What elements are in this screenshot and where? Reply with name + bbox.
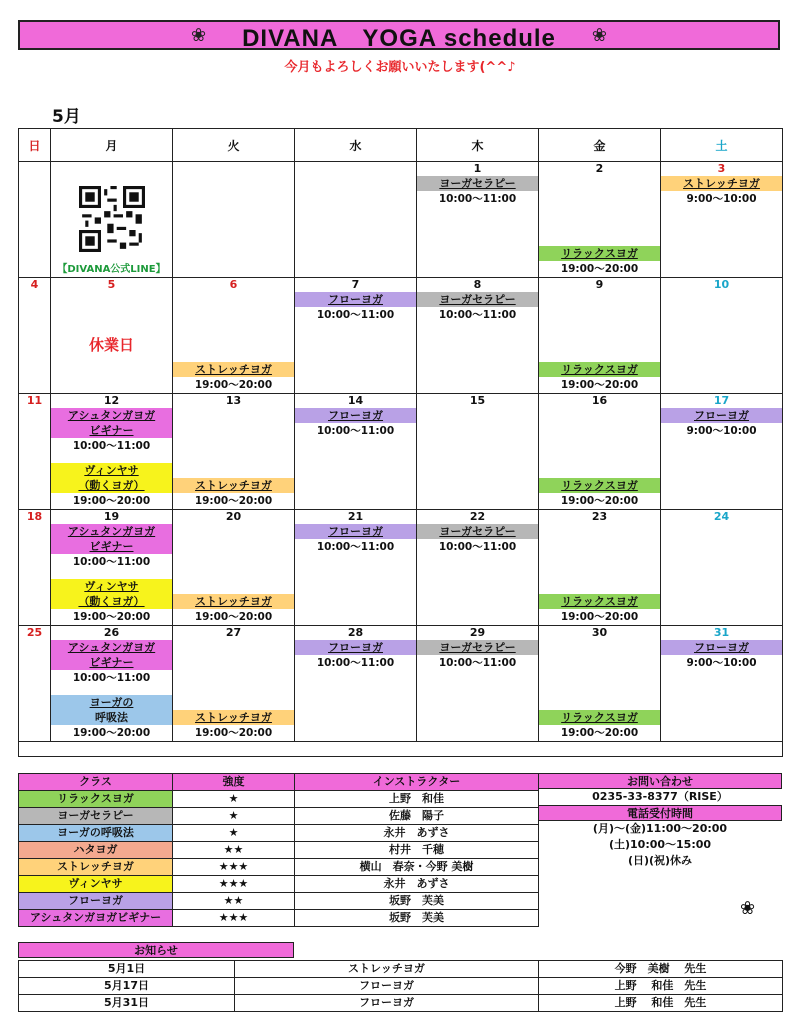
class-flow: フローヨガ — [295, 524, 416, 539]
legend-class: ヴィンヤサ — [19, 876, 173, 893]
hours-header: 電話受付時間 — [538, 805, 782, 821]
day-cell — [51, 408, 173, 510]
page-title: DIVANA YOGA schedule — [242, 24, 556, 52]
class-therapy: ヨーガセラピー — [417, 524, 538, 539]
day-number: 20 — [173, 510, 295, 525]
class-time: 10:00～11:00 — [438, 193, 517, 205]
class-flow: フローヨガ — [661, 640, 782, 655]
day-cell — [295, 408, 417, 510]
class-ashtanga: アシュタンガヨガ — [51, 524, 172, 539]
news-date: 5月1日 — [19, 961, 235, 978]
day-number: 22 — [417, 510, 539, 525]
legend-instructor: 永井 あずさ — [295, 876, 539, 893]
news-row — [19, 995, 783, 1012]
class-time: 19:00～20:00 — [194, 379, 273, 391]
subtitle: 今月もよろしくお願いいたします(^^♪ — [284, 60, 516, 75]
contact-panel — [538, 773, 782, 869]
day-number: 15 — [417, 394, 539, 409]
day-cell — [539, 292, 661, 394]
title-banner — [18, 20, 780, 50]
day-cell — [295, 176, 417, 278]
day-number: 1 — [417, 162, 539, 177]
month-label: 5月 — [52, 107, 81, 127]
legend-level: ★★★ — [173, 910, 295, 927]
spacer-row — [19, 742, 783, 757]
legend-level: ★ — [173, 791, 295, 808]
class-stretch: ストレッチヨガ — [173, 362, 294, 377]
day-number: 13 — [173, 394, 295, 409]
class-time: 10:00～11:00 — [316, 541, 395, 553]
day-cell — [539, 408, 661, 510]
day-cell — [51, 176, 173, 278]
class-therapy: ヨーガセラピー — [417, 292, 538, 307]
legend-instructor: 上野 和佳 — [295, 791, 539, 808]
day-number — [295, 162, 417, 177]
legend-header-level: 強度 — [173, 774, 295, 791]
legend-header-instructor: インストラクター — [295, 774, 539, 791]
class-time: 19:00～20:00 — [194, 495, 273, 507]
class-ashtanga-beginner: ビギナー — [51, 539, 172, 554]
day-cell — [539, 640, 661, 742]
class-time: 10:00～11:00 — [316, 309, 395, 321]
hours-closed: (日)(祝)休み — [627, 854, 693, 867]
class-stretch: ストレッチヨガ — [173, 594, 294, 609]
legend-level: ★★★ — [173, 876, 295, 893]
day-number: 4 — [19, 278, 51, 293]
class-time: 19:00～20:00 — [72, 727, 151, 739]
schedule-calendar — [18, 128, 783, 757]
news-date: 5月31日 — [19, 995, 235, 1012]
flower-icon: ❀ — [190, 24, 207, 46]
qr-label: 【DIVANA公式LINE】 — [57, 264, 166, 275]
day-cell — [539, 176, 661, 278]
class-ashtanga: アシュタンガヨガ — [51, 408, 172, 423]
day-cell — [173, 640, 295, 742]
legend-instructor: 坂野 芙美 — [295, 893, 539, 910]
class-ashtanga: アシュタンガヨガ — [51, 640, 172, 655]
class-ashtanga-beginner: ビギナー — [51, 423, 172, 438]
day-cell — [51, 292, 173, 394]
class-flow: フローヨガ — [295, 640, 416, 655]
class-time: 10:00～11:00 — [72, 440, 151, 452]
day-cell — [661, 640, 783, 742]
day-cell — [173, 176, 295, 278]
class-stretch: ストレッチヨガ — [661, 176, 782, 191]
qr-code-icon[interactable] — [79, 186, 145, 252]
flower-icon: ❀ — [591, 24, 607, 46]
day-number: 12 — [51, 394, 173, 409]
class-time: 19:00～20:00 — [560, 727, 639, 739]
day-number: 3 — [661, 162, 783, 177]
news-class: フローヨガ — [235, 978, 539, 995]
legend-level: ★★★ — [173, 859, 295, 876]
news-class: ストレッチヨガ — [235, 961, 539, 978]
day-number: 18 — [19, 510, 51, 525]
weekday-mon: 月 — [51, 129, 173, 162]
legend-instructor: 佐藤 陽子 — [295, 808, 539, 825]
legend-header-class: クラス — [19, 774, 173, 791]
legend-instructor: 坂野 芙美 — [295, 910, 539, 927]
class-time: 19:00～20:00 — [560, 611, 639, 623]
legend-class: リラックスヨガ — [19, 791, 173, 808]
day-cell — [51, 524, 173, 626]
class-time: 19:00～20:00 — [560, 263, 639, 275]
class-flow: フローヨガ — [295, 408, 416, 423]
day-cell — [19, 524, 51, 626]
day-cell — [417, 176, 539, 278]
class-time: 10:00～11:00 — [72, 556, 151, 568]
class-vinyasa-sub: （動くヨガ） — [51, 594, 172, 609]
day-number — [19, 162, 51, 177]
legend-class: ヨーガセラピー — [19, 808, 173, 825]
day-cell — [19, 408, 51, 510]
day-cell — [51, 640, 173, 742]
weekday-sat: 土 — [661, 129, 783, 162]
class-time: 10:00～11:00 — [72, 672, 151, 684]
weekday-sun: 日 — [19, 129, 51, 162]
day-number — [173, 162, 295, 177]
class-time: 10:00～11:00 — [316, 657, 395, 669]
news-header: お知らせ — [18, 942, 294, 958]
weekday-wed: 水 — [295, 129, 417, 162]
day-number: 25 — [19, 626, 51, 641]
class-time: 19:00～20:00 — [72, 611, 151, 623]
class-breath-sub: 呼吸法 — [51, 710, 172, 725]
day-number: 24 — [661, 510, 783, 525]
day-cell — [417, 640, 539, 742]
day-number: 28 — [295, 626, 417, 641]
day-number: 7 — [295, 278, 417, 293]
legend-level: ★★ — [173, 842, 295, 859]
class-time: 19:00～20:00 — [194, 611, 273, 623]
day-number: 9 — [539, 278, 661, 293]
news-teacher: 今野 美樹 先生 — [539, 961, 783, 978]
class-ashtanga-beginner: ビギナー — [51, 655, 172, 670]
legend-level: ★ — [173, 825, 295, 842]
legend-class: フローヨガ — [19, 893, 173, 910]
day-number: 16 — [539, 394, 661, 409]
day-number: 8 — [417, 278, 539, 293]
day-cell — [661, 524, 783, 626]
news-row — [19, 961, 783, 978]
day-cell — [173, 524, 295, 626]
class-legend — [18, 773, 539, 927]
contact-header: お問い合わせ — [538, 773, 782, 789]
closed-label: 休業日 — [88, 336, 134, 354]
day-cell — [173, 292, 295, 394]
day-cell — [19, 292, 51, 394]
class-time: 10:00～11:00 — [316, 425, 395, 437]
legend-instructor: 村井 千穂 — [295, 842, 539, 859]
day-number: 31 — [661, 626, 783, 641]
day-cell — [417, 292, 539, 394]
weekday-tue: 火 — [173, 129, 295, 162]
class-time: 9:00～10:00 — [686, 657, 757, 669]
news-date: 5月17日 — [19, 978, 235, 995]
class-vinyasa-sub: （動くヨガ） — [51, 478, 172, 493]
weekday-fri: 金 — [539, 129, 661, 162]
day-number — [51, 162, 173, 177]
day-number: 30 — [539, 626, 661, 641]
legend-class: ストレッチヨガ — [19, 859, 173, 876]
class-relax: リラックスヨガ — [539, 710, 660, 725]
day-cell — [661, 408, 783, 510]
day-number: 6 — [173, 278, 295, 293]
class-relax: リラックスヨガ — [539, 594, 660, 609]
class-relax: リラックスヨガ — [539, 246, 660, 261]
day-cell — [295, 640, 417, 742]
day-number: 29 — [417, 626, 539, 641]
day-cell — [539, 524, 661, 626]
day-number: 19 — [51, 510, 173, 525]
class-time: 10:00～11:00 — [438, 657, 517, 669]
hours-weekday: (月)～(金)11:00～20:00 — [592, 822, 728, 835]
class-time: 10:00～11:00 — [438, 309, 517, 321]
contact-phone[interactable]: 0235-33-8377（RISE） — [592, 790, 728, 803]
news-class: フローヨガ — [235, 995, 539, 1012]
legend-instructor: 横山 春奈・今野 美樹 — [295, 859, 539, 876]
day-cell — [19, 176, 51, 278]
day-number: 10 — [661, 278, 783, 293]
class-time: 19:00～20:00 — [560, 495, 639, 507]
class-stretch: ストレッチヨガ — [173, 478, 294, 493]
class-flow: フローヨガ — [295, 292, 416, 307]
class-breath: ヨーガの — [51, 695, 172, 710]
news-row — [19, 978, 783, 995]
weekday-thu: 木 — [417, 129, 539, 162]
day-cell — [19, 640, 51, 742]
day-cell — [295, 292, 417, 394]
legend-class: ヨーガの呼吸法 — [19, 825, 173, 842]
day-cell — [295, 524, 417, 626]
day-cell — [661, 292, 783, 394]
day-number: 14 — [295, 394, 417, 409]
day-number: 11 — [19, 394, 51, 409]
legend-instructor: 永井 あずさ — [295, 825, 539, 842]
day-cell — [661, 176, 783, 278]
class-time: 10:00～11:00 — [438, 541, 517, 553]
class-vinyasa: ヴィンヤサ — [51, 463, 172, 478]
legend-level: ★★ — [173, 893, 295, 910]
news-teacher: 上野 和佳 先生 — [539, 978, 783, 995]
flower-icon: ❀ — [740, 898, 756, 919]
day-number: 5 — [51, 278, 173, 293]
class-stretch: ストレッチヨガ — [173, 710, 294, 725]
class-time: 19:00～20:00 — [194, 727, 273, 739]
news-table — [18, 960, 783, 1012]
legend-class: アシュタンガヨガビギナー — [19, 910, 173, 927]
day-number: 27 — [173, 626, 295, 641]
day-number: 2 — [539, 162, 661, 177]
day-cell — [417, 408, 539, 510]
class-time: 9:00～10:00 — [686, 193, 757, 205]
hours-saturday: (土)10:00～15:00 — [608, 838, 712, 851]
legend-level: ★ — [173, 808, 295, 825]
class-time: 19:00～20:00 — [72, 495, 151, 507]
news-teacher: 上野 和佳 先生 — [539, 995, 783, 1012]
class-vinyasa: ヴィンヤサ — [51, 579, 172, 594]
class-therapy: ヨーガセラピー — [417, 640, 538, 655]
class-flow: フローヨガ — [661, 408, 782, 423]
day-cell — [173, 408, 295, 510]
day-number: 23 — [539, 510, 661, 525]
day-number: 21 — [295, 510, 417, 525]
class-time: 9:00～10:00 — [686, 425, 757, 437]
class-therapy: ヨーガセラピー — [417, 176, 538, 191]
class-relax: リラックスヨガ — [539, 478, 660, 493]
class-relax: リラックスヨガ — [539, 362, 660, 377]
legend-class: ハタヨガ — [19, 842, 173, 859]
day-number: 17 — [661, 394, 783, 409]
class-time: 19:00～20:00 — [560, 379, 639, 391]
day-number: 26 — [51, 626, 173, 641]
day-cell — [417, 524, 539, 626]
